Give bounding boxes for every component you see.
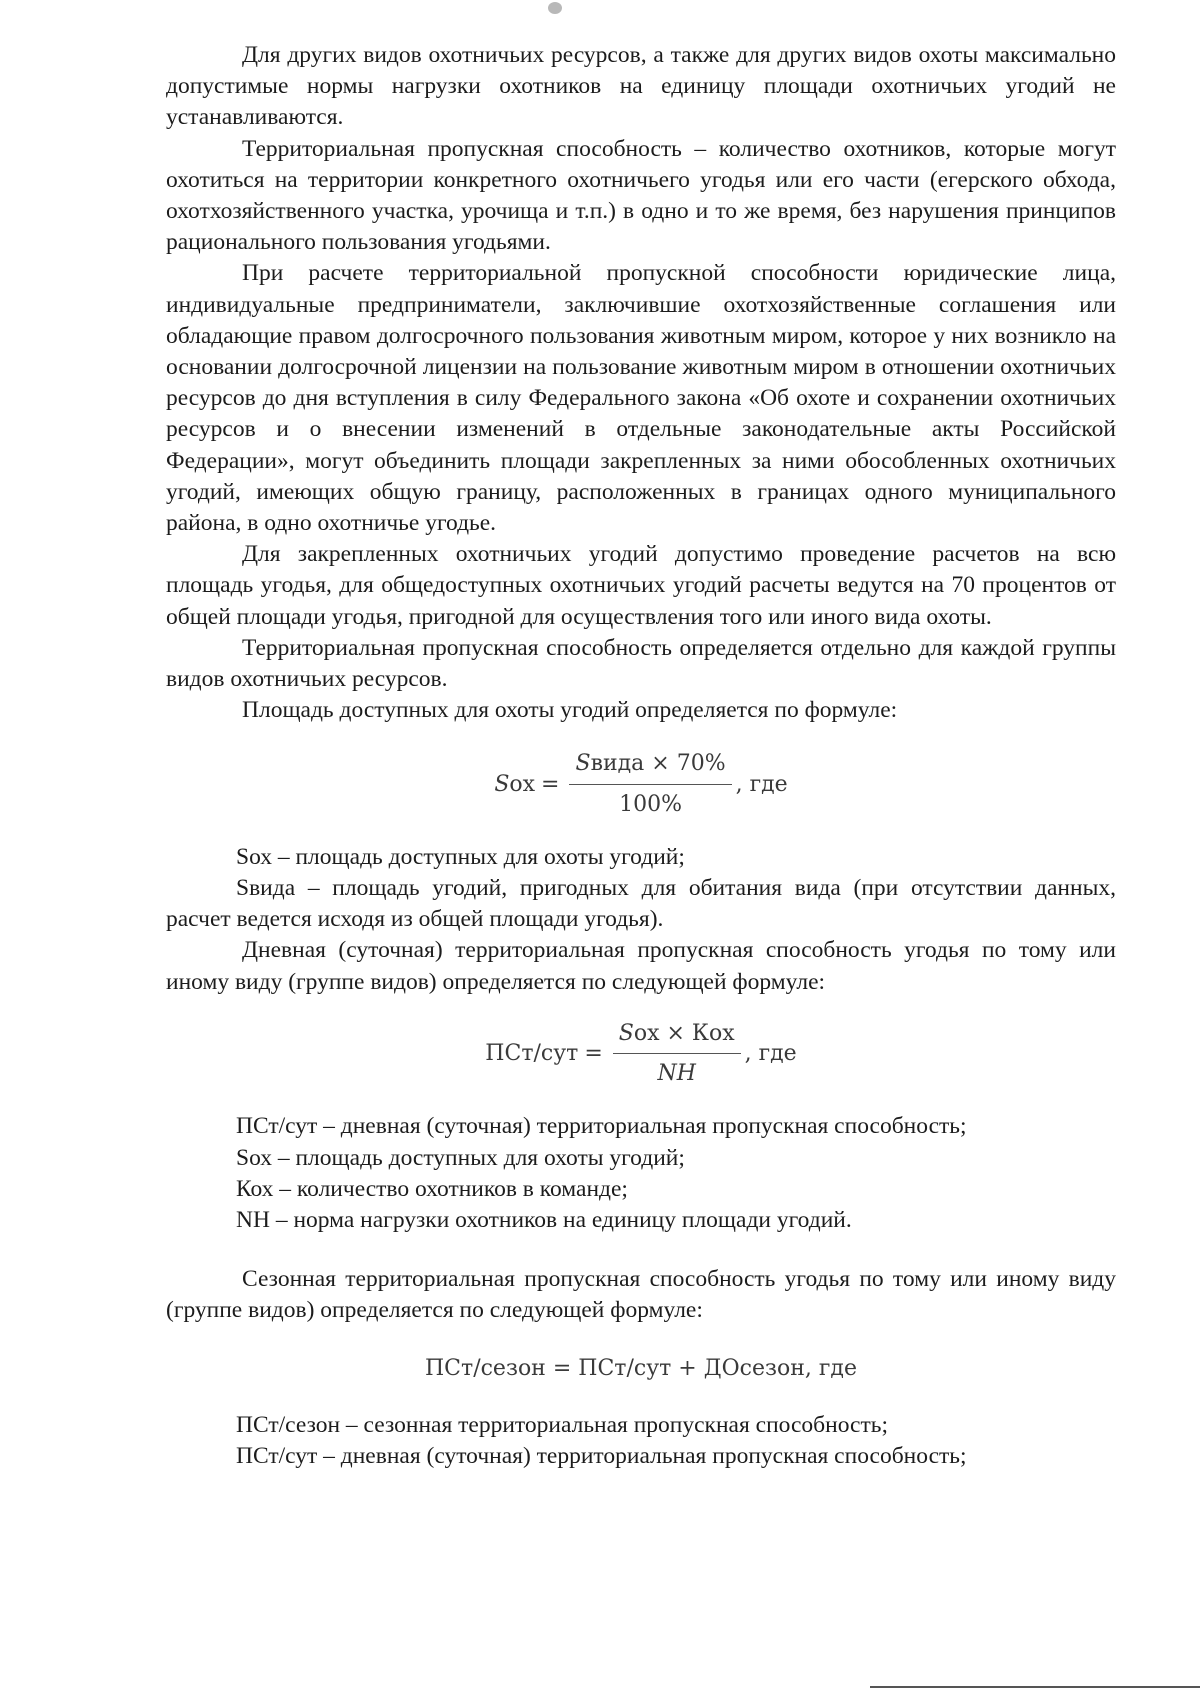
formula-area-numerator: Sвида × 70% bbox=[569, 748, 731, 784]
scan-edge-line bbox=[870, 1686, 1200, 1688]
formula-daily bbox=[166, 1018, 1116, 1089]
formula-daily-lhs: ПСт/сут bbox=[485, 1040, 579, 1066]
formula-daily-equals: = bbox=[584, 1040, 603, 1066]
paragraph-daily-formula-intro: Дневная (суточная) территориальная пропускная способность угодья по тому или иному виду (группе видов) определяется по следующей формуле: bbox=[166, 937, 1116, 995]
definition-sox-2: Sох – площадь доступных для охоты угодий; bbox=[236, 1144, 685, 1171]
definition-pst-sut: ПСт/сут – дневная (суточная) территориальная пропускная способность; bbox=[236, 1113, 967, 1140]
formula-area-denominator: 100% bbox=[619, 791, 682, 817]
formula-area-fraction bbox=[569, 748, 731, 819]
blank-gap bbox=[166, 1236, 1116, 1264]
formula-area-suffix: , где bbox=[735, 771, 788, 797]
paragraph-other-species: Для других видов охотничьих ресурсов, а также для других видов охоты максимально допустимые нормы нагрузки охотников на единицу площади охотничьих угодий не устанавливаются. bbox=[166, 42, 1116, 131]
paragraph-fixed-areas: Для закрепленных охотничьих угодий допустимо проведение расчетов на всю площадь угодья, для общедоступных охотничьих угодий расчеты ведутся на 70 процентов от общей площади угодья, пригодной для осуществления того или иного вида охоты. bbox=[166, 541, 1116, 630]
definition-kox: Кох – количество охотников в команде; bbox=[236, 1175, 628, 1202]
formula-area-equals: = bbox=[541, 771, 560, 797]
formula-daily-suffix: , где bbox=[744, 1040, 797, 1066]
definition-pst-season: ПСт/сезон – сезонная территориальная пропускная способность; bbox=[236, 1411, 888, 1438]
paragraph-area-formula-intro: Площадь доступных для охоты угодий определяется по формуле: bbox=[242, 697, 898, 724]
document-page bbox=[166, 40, 1116, 1472]
formula-area bbox=[166, 748, 1116, 819]
definition-svida: Sвида – площадь угодий, пригодных для обитания вида (при отсутствии данных, расчет ведется исходя из общей площади угодья). bbox=[166, 875, 1116, 933]
formula-area-lhs: Sох bbox=[494, 771, 536, 797]
formula-daily-numerator: Sох × Кох bbox=[613, 1018, 741, 1054]
paragraph-species-groups: Территориальная пропускная способность определяется отдельно для каждой группы видов охотничьих ресурсов. bbox=[166, 634, 1116, 693]
formula-daily-fraction bbox=[613, 1018, 741, 1089]
formula-season bbox=[166, 1353, 1116, 1384]
paragraph-capacity-definition: Территориальная пропускная способность – количество охотников, которые могут охотиться на территории конкретного охотничьего угодья или его части (егерского обхода, охотхозяйственного участка, урочища и т.п.) в одно и то же время, без нарушения принципов рационального пользования угодьями. bbox=[166, 135, 1116, 256]
definition-sox: Sох – площадь доступных для охоты угодий; bbox=[236, 843, 685, 870]
formula-season-text: ПСт/сезон = ПСт/сут + ДОсезон, где bbox=[425, 1355, 857, 1381]
paragraph-season-formula-intro: Сезонная территориальная пропускная способность угодья по тому или иному виду (группе видов) определяется по следующей формуле: bbox=[166, 1266, 1116, 1324]
definition-nh: NH – норма нагрузки охотников на единицу площади угодий. bbox=[236, 1206, 852, 1233]
paragraph-calculation-merge: При расчете территориальной пропускной способности юридические лица, индивидуальные предприниматели, заключившие охотхозяйственные соглашения или обладающие правом долгосрочного пользования животным миром, которое у них возникло на основании долгосрочной лицензии на пользование животным миром в отношении охотничьих ресурсов до дня вступления в силу Федерального закона «Об охоте и сохранении охотничьих ресурсов и о внесении изменений в отдельные законодательные акты Российской Федерации», могут объединить площади закрепленных за ними обособленных охотничьих угодий, имеющих общую границу, расположенных в границах одного муниципального района, в одно охотничье угодье. bbox=[166, 260, 1116, 537]
definition-pst-sut-2: ПСт/сут – дневная (суточная) территориальная пропускная способность; bbox=[236, 1442, 967, 1469]
scan-speck bbox=[548, 2, 562, 14]
formula-daily-denominator: NH bbox=[657, 1061, 696, 1087]
